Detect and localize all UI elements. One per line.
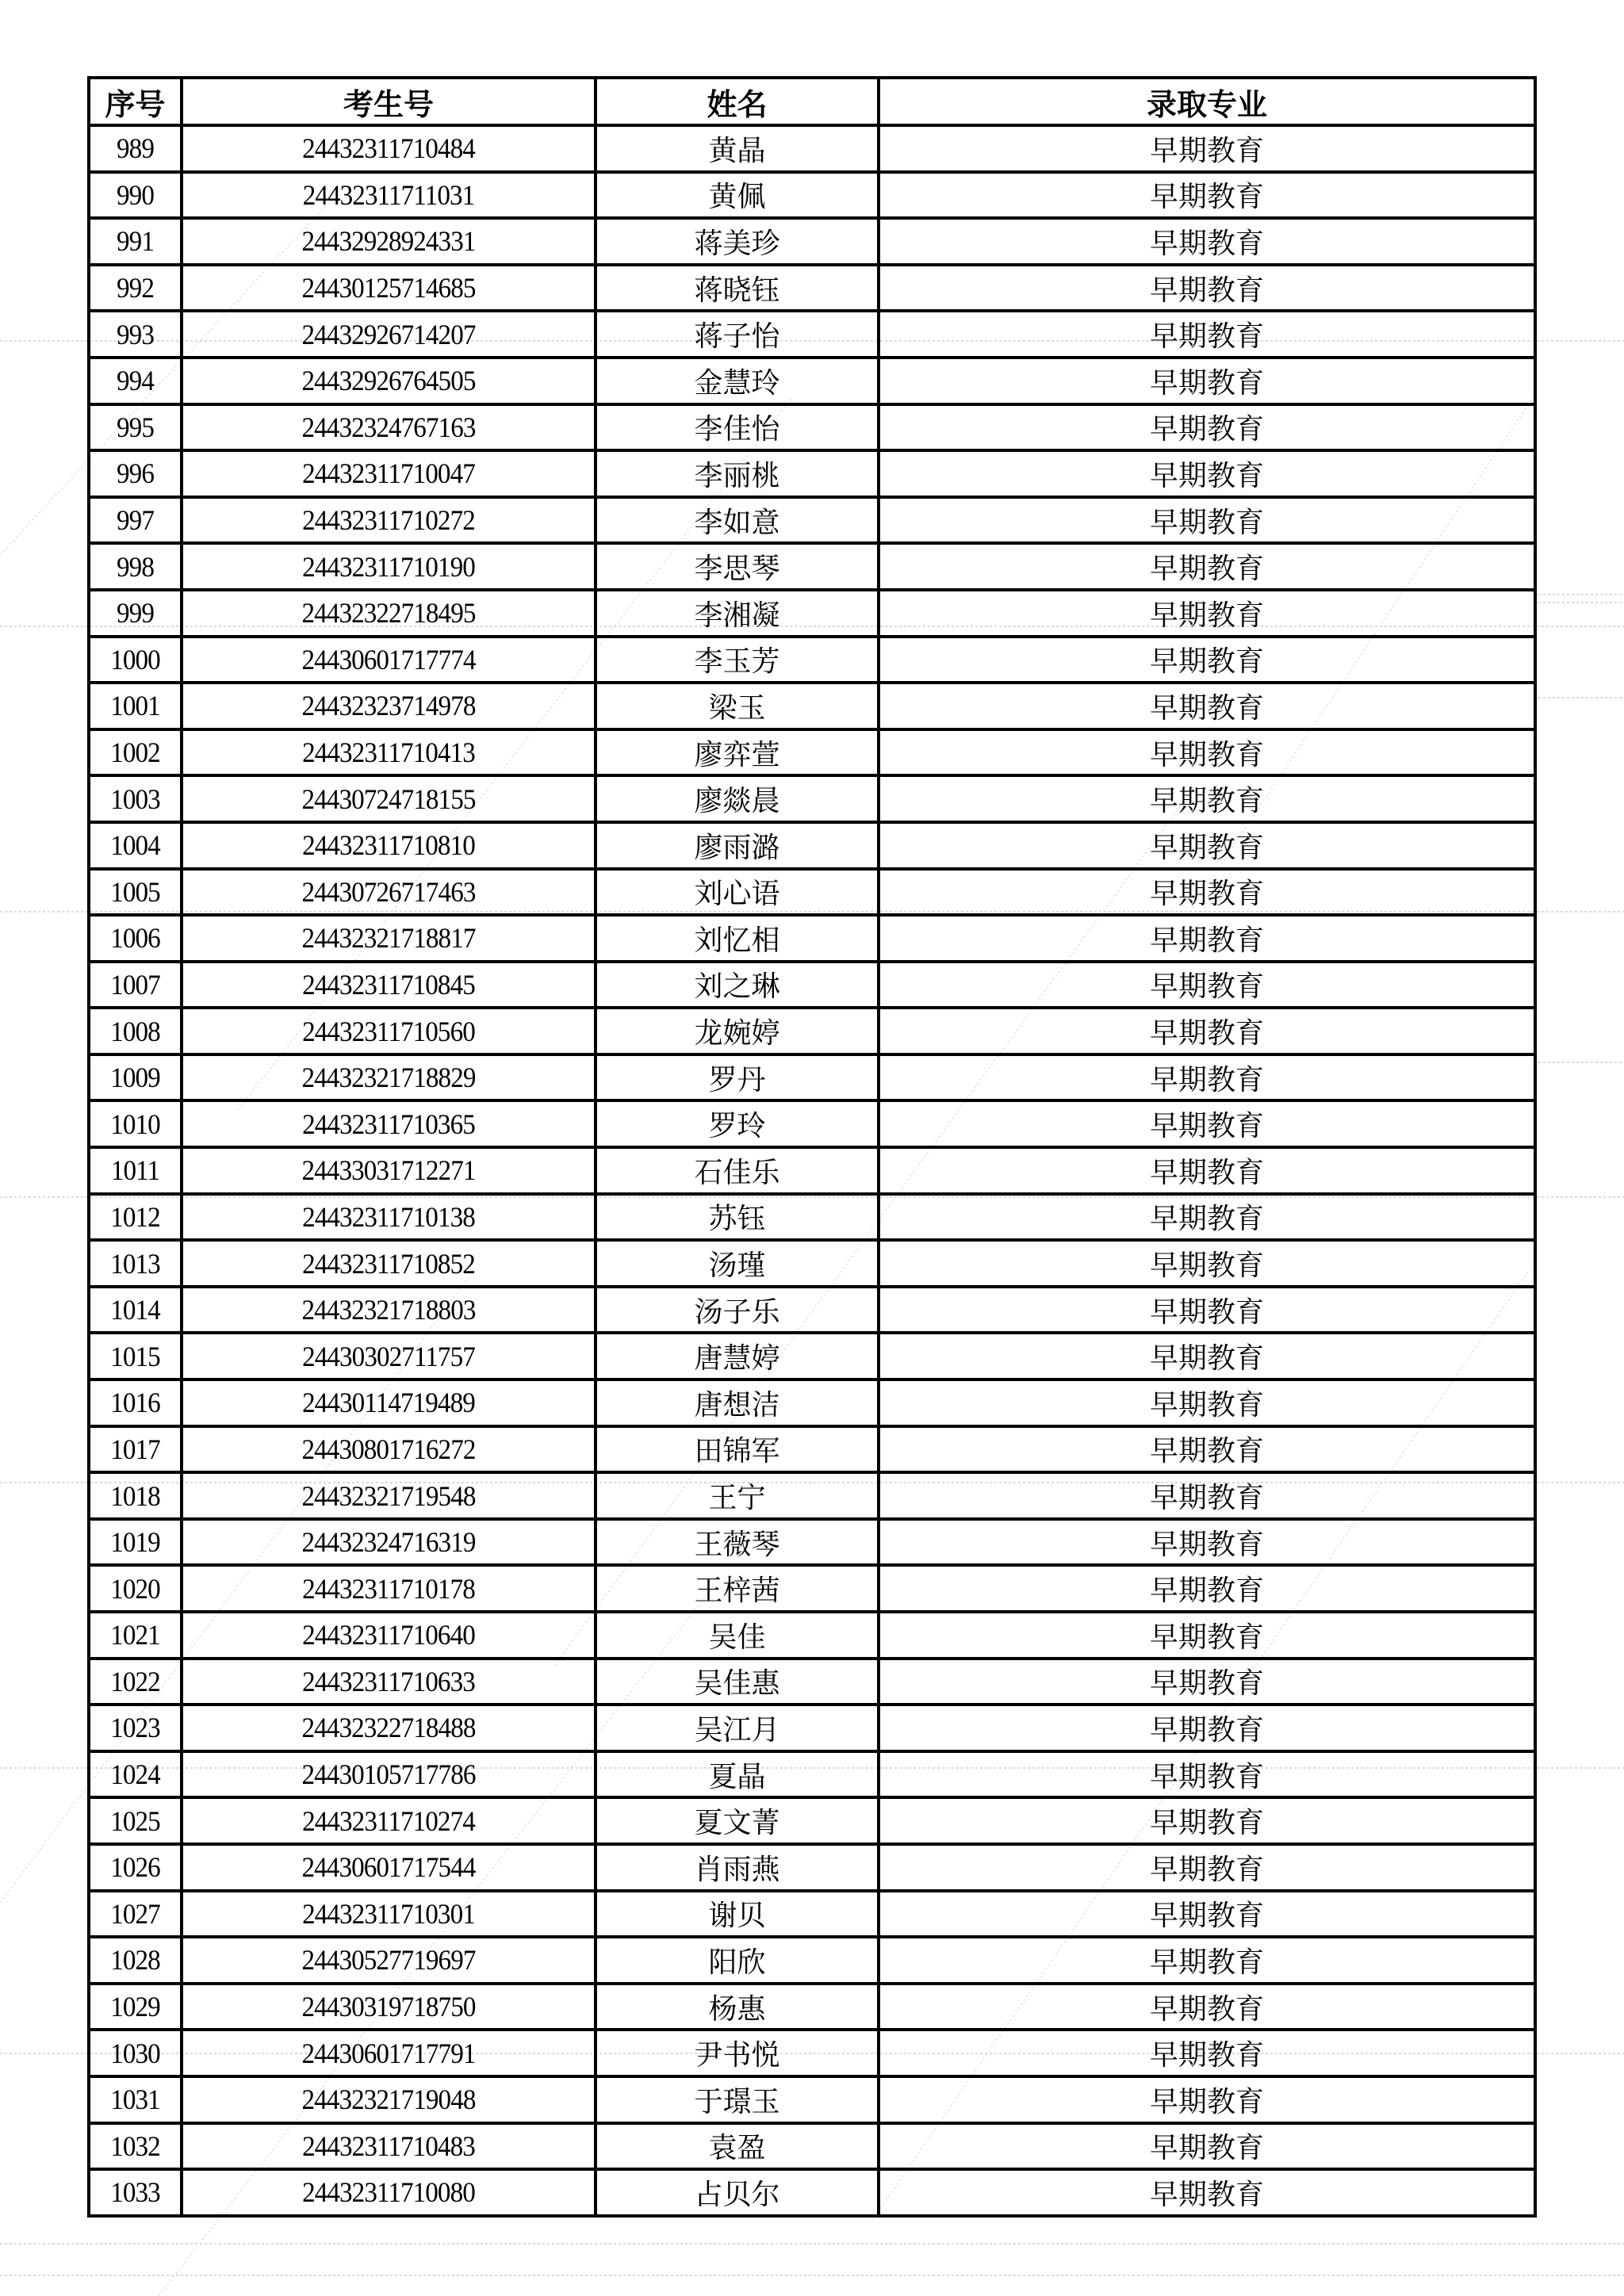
cell-exam-id: 24430801716272 [198, 1426, 579, 1473]
table-row [89, 1333, 1535, 1380]
table-row [89, 543, 1535, 590]
cell-major: 早期教育 [879, 172, 1535, 219]
cell-name: 王宁 [596, 1472, 879, 1519]
cell-seq: 1014 [93, 1287, 178, 1334]
cell-major: 早期教育 [879, 265, 1535, 312]
cell-name: 蒋子怡 [596, 311, 879, 358]
cell-name: 汤瑾 [596, 1240, 879, 1287]
cell-exam-id: 24432311710190 [198, 543, 579, 590]
cell-seq: 991 [93, 218, 178, 265]
table-row [89, 1147, 1535, 1194]
cell-major: 早期教育 [879, 962, 1535, 1008]
cell-seq: 1020 [93, 1565, 178, 1612]
cell-exam-id: 24432321718817 [198, 915, 579, 962]
cell-seq: 1009 [93, 1054, 178, 1101]
cell-name: 蒋美珍 [596, 218, 879, 265]
cell-seq: 1031 [93, 2076, 178, 2123]
cell-seq: 1017 [93, 1426, 178, 1473]
cell-seq: 996 [93, 450, 178, 497]
table-row [89, 962, 1535, 1008]
table-header-row [89, 78, 1535, 125]
cell-seq: 1022 [93, 1659, 178, 1705]
cell-name: 李思琴 [596, 543, 879, 590]
cell-exam-id: 24432324767163 [198, 404, 579, 451]
cell-seq: 1033 [93, 2169, 178, 2216]
cell-exam-id: 24432321718803 [198, 1287, 579, 1334]
cell-name: 刘忆相 [596, 915, 879, 962]
cell-major: 早期教育 [879, 637, 1535, 683]
table-row [89, 1100, 1535, 1147]
cell-major: 早期教育 [879, 404, 1535, 451]
cell-seq: 1008 [93, 1008, 178, 1054]
cell-name: 肖雨燕 [596, 1844, 879, 1891]
cell-major: 早期教育 [879, 1659, 1535, 1705]
cell-name: 罗玲 [596, 1100, 879, 1147]
cell-name: 王薇琴 [596, 1519, 879, 1566]
table-row [89, 358, 1535, 404]
cell-seq: 1012 [93, 1194, 178, 1241]
cell-seq: 1010 [93, 1100, 178, 1147]
table-row [89, 1612, 1535, 1659]
cell-exam-id: 24432322718495 [198, 590, 579, 637]
table-row [89, 404, 1535, 451]
cell-name: 唐想洁 [596, 1380, 879, 1426]
cell-major: 早期教育 [879, 1054, 1535, 1101]
cell-exam-id: 24430527719697 [198, 1937, 579, 1984]
cell-major: 早期教育 [879, 543, 1535, 590]
cell-name: 廖燚晨 [596, 775, 879, 822]
table-row [89, 1008, 1535, 1054]
cell-major: 早期教育 [879, 2076, 1535, 2123]
cell-seq: 994 [93, 358, 178, 404]
table-row [89, 1891, 1535, 1938]
table-row [89, 2123, 1535, 2170]
cell-exam-id: 24432311710413 [198, 729, 579, 776]
table-row [89, 218, 1535, 265]
cell-name: 吴佳惠 [596, 1659, 879, 1705]
cell-seq: 1024 [93, 1751, 178, 1798]
cell-exam-id: 24430601717774 [198, 637, 579, 683]
cell-major: 早期教育 [879, 1240, 1535, 1287]
table-row [89, 637, 1535, 683]
cell-exam-id: 24432323714978 [198, 683, 579, 729]
cell-major: 早期教育 [879, 1705, 1535, 1751]
table-row [89, 2169, 1535, 2216]
cell-name: 蒋晓钰 [596, 265, 879, 312]
cell-major: 早期教育 [879, 1844, 1535, 1891]
cell-exam-id: 24432321719548 [198, 1472, 579, 1519]
cell-major: 早期教育 [879, 497, 1535, 544]
table-row [89, 172, 1535, 219]
table-row [89, 1472, 1535, 1519]
cell-name: 夏晶 [596, 1751, 879, 1798]
cell-name: 刘之琳 [596, 962, 879, 1008]
cell-seq: 992 [93, 265, 178, 312]
cell-exam-id: 24430105717786 [198, 1751, 579, 1798]
cell-seq: 995 [93, 404, 178, 451]
cell-major: 早期教育 [879, 1287, 1535, 1334]
cell-exam-id: 24432321719048 [198, 2076, 579, 2123]
cell-seq: 1023 [93, 1705, 178, 1751]
cell-seq: 990 [93, 172, 178, 219]
cell-seq: 1013 [93, 1240, 178, 1287]
cell-exam-id: 24432926764505 [198, 358, 579, 404]
cell-exam-id: 24433031712271 [198, 1147, 579, 1194]
cell-major: 早期教育 [879, 1751, 1535, 1798]
cell-major: 早期教育 [879, 1937, 1535, 1984]
cell-exam-id: 24432311710852 [198, 1240, 579, 1287]
table-row [89, 1194, 1535, 1241]
table-row [89, 775, 1535, 822]
cell-name: 阳欣 [596, 1937, 879, 1984]
cell-seq: 999 [93, 590, 178, 637]
table-row [89, 1054, 1535, 1101]
table-row [89, 1240, 1535, 1287]
cell-major: 早期教育 [879, 218, 1535, 265]
cell-name: 黄晶 [596, 125, 879, 172]
cell-exam-id: 24432928924331 [198, 218, 579, 265]
cell-major: 早期教育 [879, 450, 1535, 497]
table-row [89, 822, 1535, 869]
table-row [89, 1287, 1535, 1334]
cell-name: 田锦军 [596, 1426, 879, 1473]
cell-seq: 998 [93, 543, 178, 590]
cell-exam-id: 24430724718155 [198, 775, 579, 822]
cell-seq: 1015 [93, 1333, 178, 1380]
cell-seq: 1016 [93, 1380, 178, 1426]
cell-major: 早期教育 [879, 1472, 1535, 1519]
cell-exam-id: 24432311710274 [198, 1797, 579, 1844]
cell-name: 吴江月 [596, 1705, 879, 1751]
cell-major: 早期教育 [879, 1100, 1535, 1147]
cell-major: 早期教育 [879, 1797, 1535, 1844]
cell-seq: 1003 [93, 775, 178, 822]
cell-name: 廖弈萱 [596, 729, 879, 776]
cell-seq: 1030 [93, 2030, 178, 2076]
cell-exam-id: 24432311710047 [198, 450, 579, 497]
cell-seq: 1025 [93, 1797, 178, 1844]
cell-major: 早期教育 [879, 1008, 1535, 1054]
cell-major: 早期教育 [879, 1426, 1535, 1473]
cell-seq: 997 [93, 497, 178, 544]
cell-name: 汤子乐 [596, 1287, 879, 1334]
cell-major: 早期教育 [879, 125, 1535, 172]
cell-major: 早期教育 [879, 915, 1535, 962]
cell-major: 早期教育 [879, 2030, 1535, 2076]
cell-name: 石佳乐 [596, 1147, 879, 1194]
table-row [89, 1659, 1535, 1705]
table-row [89, 915, 1535, 962]
table-row [89, 1797, 1535, 1844]
cell-seq: 1000 [93, 637, 178, 683]
table-row [89, 1751, 1535, 1798]
cell-exam-id: 24432321718829 [198, 1054, 579, 1101]
cell-name: 罗丹 [596, 1054, 879, 1101]
cell-name: 李佳怡 [596, 404, 879, 451]
cell-major: 早期教育 [879, 2123, 1535, 2170]
cell-name: 杨惠 [596, 1984, 879, 2030]
cell-seq: 1021 [93, 1612, 178, 1659]
table-row [89, 729, 1535, 776]
cell-exam-id: 24432311710178 [198, 1565, 579, 1612]
cell-major: 早期教育 [879, 1565, 1535, 1612]
cell-name: 吴佳 [596, 1612, 879, 1659]
cell-exam-id: 24432324716319 [198, 1519, 579, 1566]
header-major: 录取专业 [879, 78, 1535, 125]
cell-exam-id: 24430601717544 [198, 1844, 579, 1891]
cell-exam-id: 24432311710484 [198, 125, 579, 172]
header-exam-id: 考生号 [182, 78, 596, 125]
table-row [89, 311, 1535, 358]
table-row [89, 1705, 1535, 1751]
table-row [89, 497, 1535, 544]
cell-exam-id: 24432311710080 [198, 2169, 579, 2216]
cell-seq: 1004 [93, 822, 178, 869]
cell-seq: 989 [93, 125, 178, 172]
cell-seq: 1011 [93, 1147, 178, 1194]
table-row [89, 125, 1535, 172]
cell-major: 早期教育 [879, 590, 1535, 637]
cell-major: 早期教育 [879, 1891, 1535, 1938]
cell-name: 袁盈 [596, 2123, 879, 2170]
cell-seq: 993 [93, 311, 178, 358]
cell-exam-id: 24432311711031 [198, 172, 579, 219]
cell-seq: 1027 [93, 1891, 178, 1938]
cell-exam-id: 24432311710810 [198, 822, 579, 869]
admission-table [87, 76, 1537, 2218]
cell-exam-id: 24432311710633 [198, 1659, 579, 1705]
cell-exam-id: 24432311710640 [198, 1612, 579, 1659]
cell-major: 早期教育 [879, 1519, 1535, 1566]
cell-name: 李如意 [596, 497, 879, 544]
table-row [89, 2030, 1535, 2076]
cell-major: 早期教育 [879, 1333, 1535, 1380]
cell-major: 早期教育 [879, 1612, 1535, 1659]
table-row [89, 1519, 1535, 1566]
table-row [89, 450, 1535, 497]
table-row [89, 683, 1535, 729]
cell-seq: 1028 [93, 1937, 178, 1984]
cell-seq: 1019 [93, 1519, 178, 1566]
cell-exam-id: 24430601717791 [198, 2030, 579, 2076]
table-row [89, 265, 1535, 312]
cell-major: 早期教育 [879, 729, 1535, 776]
header-seq: 序号 [89, 78, 182, 125]
cell-major: 早期教育 [879, 2169, 1535, 2216]
cell-major: 早期教育 [879, 1380, 1535, 1426]
cell-major: 早期教育 [879, 683, 1535, 729]
cell-name: 廖雨潞 [596, 822, 879, 869]
cell-major: 早期教育 [879, 822, 1535, 869]
cell-seq: 1005 [93, 869, 178, 916]
cell-exam-id: 24430726717463 [198, 869, 579, 916]
cell-name: 尹书悦 [596, 2030, 879, 2076]
table-row [89, 1426, 1535, 1473]
cell-seq: 1032 [93, 2123, 178, 2170]
cell-exam-id: 24430302711757 [198, 1333, 579, 1380]
cell-name: 黄佩 [596, 172, 879, 219]
cell-major: 早期教育 [879, 1984, 1535, 2030]
cell-name: 李玉芳 [596, 637, 879, 683]
cell-exam-id: 24432926714207 [198, 311, 579, 358]
cell-exam-id: 24432311710845 [198, 962, 579, 1008]
cell-name: 谢贝 [596, 1891, 879, 1938]
table-row [89, 869, 1535, 916]
cell-major: 早期教育 [879, 1194, 1535, 1241]
cell-major: 早期教育 [879, 358, 1535, 404]
cell-major: 早期教育 [879, 869, 1535, 916]
table-row [89, 1565, 1535, 1612]
cell-name: 李湘凝 [596, 590, 879, 637]
cell-name: 占贝尔 [596, 2169, 879, 2216]
cell-seq: 1006 [93, 915, 178, 962]
cell-exam-id: 24430125714685 [198, 265, 579, 312]
table-row [89, 1844, 1535, 1891]
header-name: 姓名 [596, 78, 879, 125]
cell-seq: 1001 [93, 683, 178, 729]
table-row [89, 2076, 1535, 2123]
table-row [89, 1380, 1535, 1426]
cell-name: 梁玉 [596, 683, 879, 729]
cell-name: 夏文菁 [596, 1797, 879, 1844]
cell-seq: 1026 [93, 1844, 178, 1891]
cell-seq: 1007 [93, 962, 178, 1008]
table-row [89, 1984, 1535, 2030]
cell-major: 早期教育 [879, 775, 1535, 822]
cell-major: 早期教育 [879, 1147, 1535, 1194]
cell-name: 唐慧婷 [596, 1333, 879, 1380]
cell-exam-id: 24432311710272 [198, 497, 579, 544]
table-row [89, 1937, 1535, 1984]
cell-exam-id: 24432311710301 [198, 1891, 579, 1938]
cell-name: 李丽桃 [596, 450, 879, 497]
cell-exam-id: 24432311710138 [198, 1194, 579, 1241]
cell-name: 苏钰 [596, 1194, 879, 1241]
cell-name: 刘心语 [596, 869, 879, 916]
cell-name: 龙婉婷 [596, 1008, 879, 1054]
cell-exam-id: 24432322718488 [198, 1705, 579, 1751]
cell-major: 早期教育 [879, 311, 1535, 358]
cell-name: 金慧玲 [596, 358, 879, 404]
table-row [89, 590, 1535, 637]
cell-seq: 1018 [93, 1472, 178, 1519]
cell-exam-id: 24432311710483 [198, 2123, 579, 2170]
cell-name: 于璟玉 [596, 2076, 879, 2123]
cell-exam-id: 24430114719489 [198, 1380, 579, 1426]
cell-exam-id: 24432311710560 [198, 1008, 579, 1054]
cell-exam-id: 24432311710365 [198, 1100, 579, 1147]
cell-seq: 1029 [93, 1984, 178, 2030]
cell-exam-id: 24430319718750 [198, 1984, 579, 2030]
cell-name: 王梓茜 [596, 1565, 879, 1612]
cell-seq: 1002 [93, 729, 178, 776]
